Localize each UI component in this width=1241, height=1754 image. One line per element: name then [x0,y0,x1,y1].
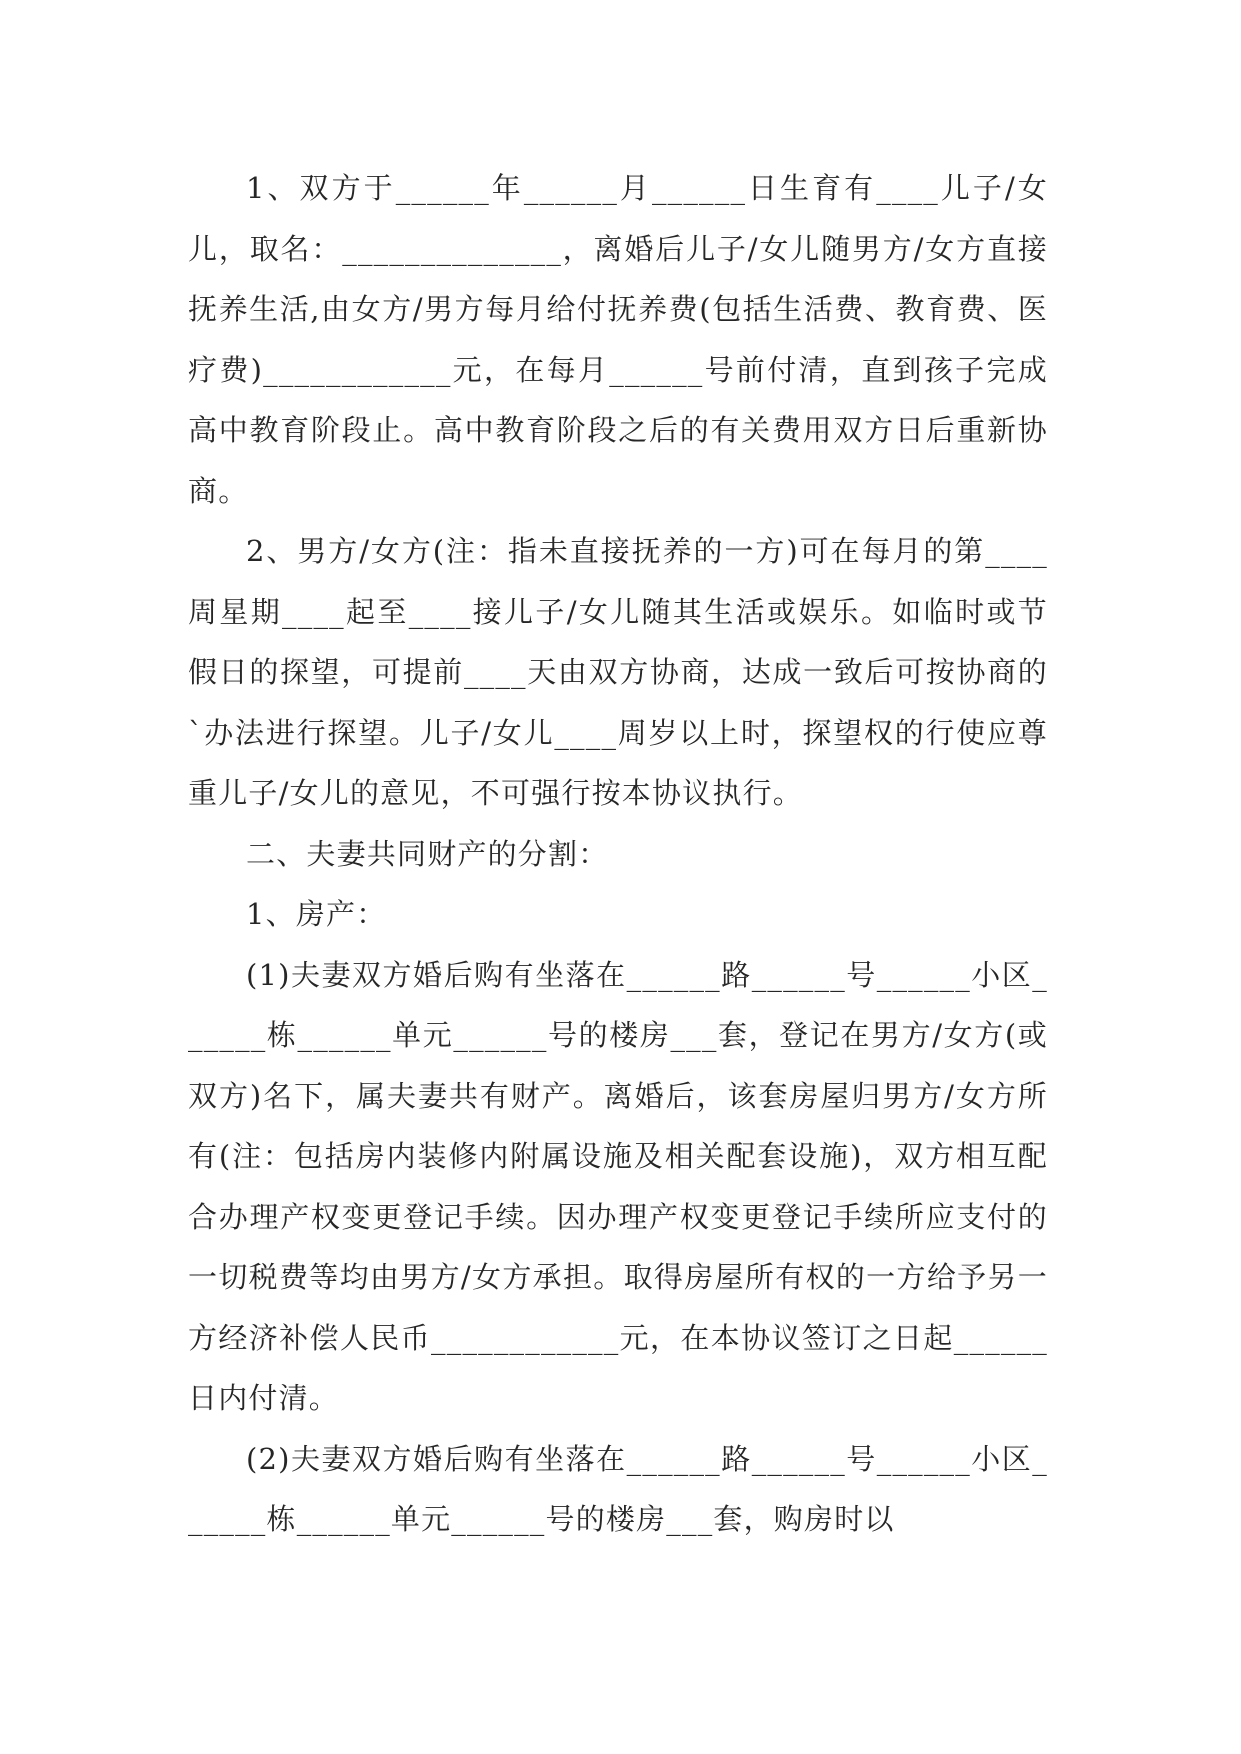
paragraph-visitation: 2、男方/女方(注：指未直接抚养的一方)可在每月的第____周星期____起至____接儿子/女儿随其生活或娱乐。如临时或节假日的探望，可提前____天由双方协商，达成一致后可按协商的`办法进行探望。儿子/女儿____周岁以上时，探望权的行使应尊重儿子/女儿的意见，不可强行按本协议执行。 [188,534,1048,810]
paragraph-house-1: (1)夫妻双方婚后购有坐落在______路______号______小区______栋______单元______号的楼房___套，登记在男方/女方(或双方)名下，属夫妻共有财产。离婚后，该套房屋归男方/女方所有(注：包括房内装修内附属设施及相关配套设施)，双方相互配合办理产权变更登记手续。因办理产权变更登记手续所应支付的一切税费等均由男方/女方承担。取得房屋所有权的一方给予另一方经济补偿人民币____________元，在本协议签订之日起______日内付清。 [188,957,1048,1415]
document-body [188,158,1048,1550]
paragraph-house-2: (2)夫妻双方婚后购有坐落在______路______号______小区______栋______单元______号的楼房___套，购房时以 [188,1441,1048,1536]
section-heading-property: 二、夫妻共同财产的分割： [246,836,609,871]
subheading-real-estate: 1、房产： [246,897,387,931]
paragraph-child-support: 1、双方于______年______月______日生育有____儿子/女儿，取名：______________，离婚后儿子/女儿随男方/女方直接抚养生活,由女方/男方每月给付抚养费(包括生活费、教育费、医疗费)____________元，在每月______号前付清，直到孩子完成高中教育阶段止。高中教育阶段之后的有关费用双方日后重新协商。 [188,171,1048,508]
